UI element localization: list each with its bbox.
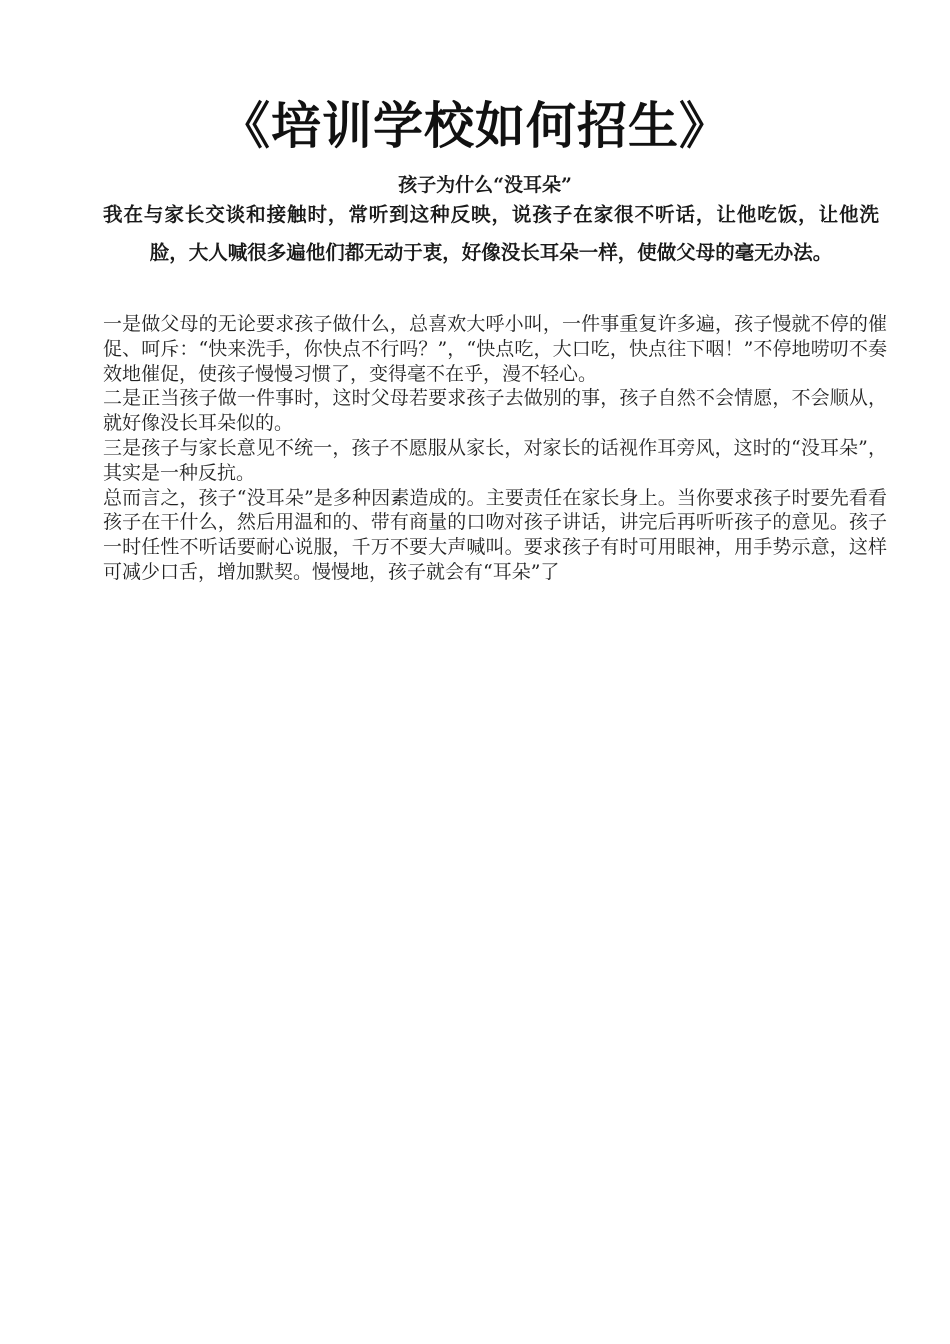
body-paragraph-1: 一是做父母的无论要求孩子做什么，总喜欢大呼小叫，一件事重复许多遍，孩子慢就不停的催促、呵斥：“快来洗手，你快点不行吗？”，“快点吃，大口吃，快点往下咽！”不停地唠叨不奏效地催促，使孩子慢慢习惯了，变得毫不在乎，漫不轻心。: [103, 313, 887, 385]
document-title: 《培训学校如何招生》: [220, 97, 730, 155]
body-paragraph-4: 总而言之，孩子“没耳朵”是多种因素造成的。主要责任在家长身上。当你要求孩子时要先看看孩子在干什么，然后用温和的、带有商量的口吻对孩子讲话，讲完后再听听孩子的意见。孩子一时任性不听话要耐心说服，千万不要大声喊叫。要求孩子有时可用眼神，用手势示意，这样可减少口舌，增加默契。慢慢地，孩子就会有“耳朵”了: [103, 486, 887, 583]
article-body: [103, 312, 887, 585]
body-paragraph-2: 二是正当孩子做一件事时，这时父母若要求孩子去做别的事，孩子自然不会情愿，不会顺从，就好像没长耳朵似的。: [103, 387, 887, 435]
body-paragraph-3: 三是孩子与家长意见不统一，孩子不愿服从家长，对家长的话视作耳旁风，这时的“没耳朵”，其实是一种反抗。: [103, 436, 887, 484]
section-subtitle: 孩子为什么“没耳朵”: [398, 174, 572, 196]
intro-paragraph: 我在与家长交谈和接触时，常听到这种反映，说孩子在家很不听话，让他吃饭，让他洗脸，大人喊很多遍他们都无动于衷，好像没长耳朵一样，使做父母的毫无办法。: [103, 203, 879, 264]
